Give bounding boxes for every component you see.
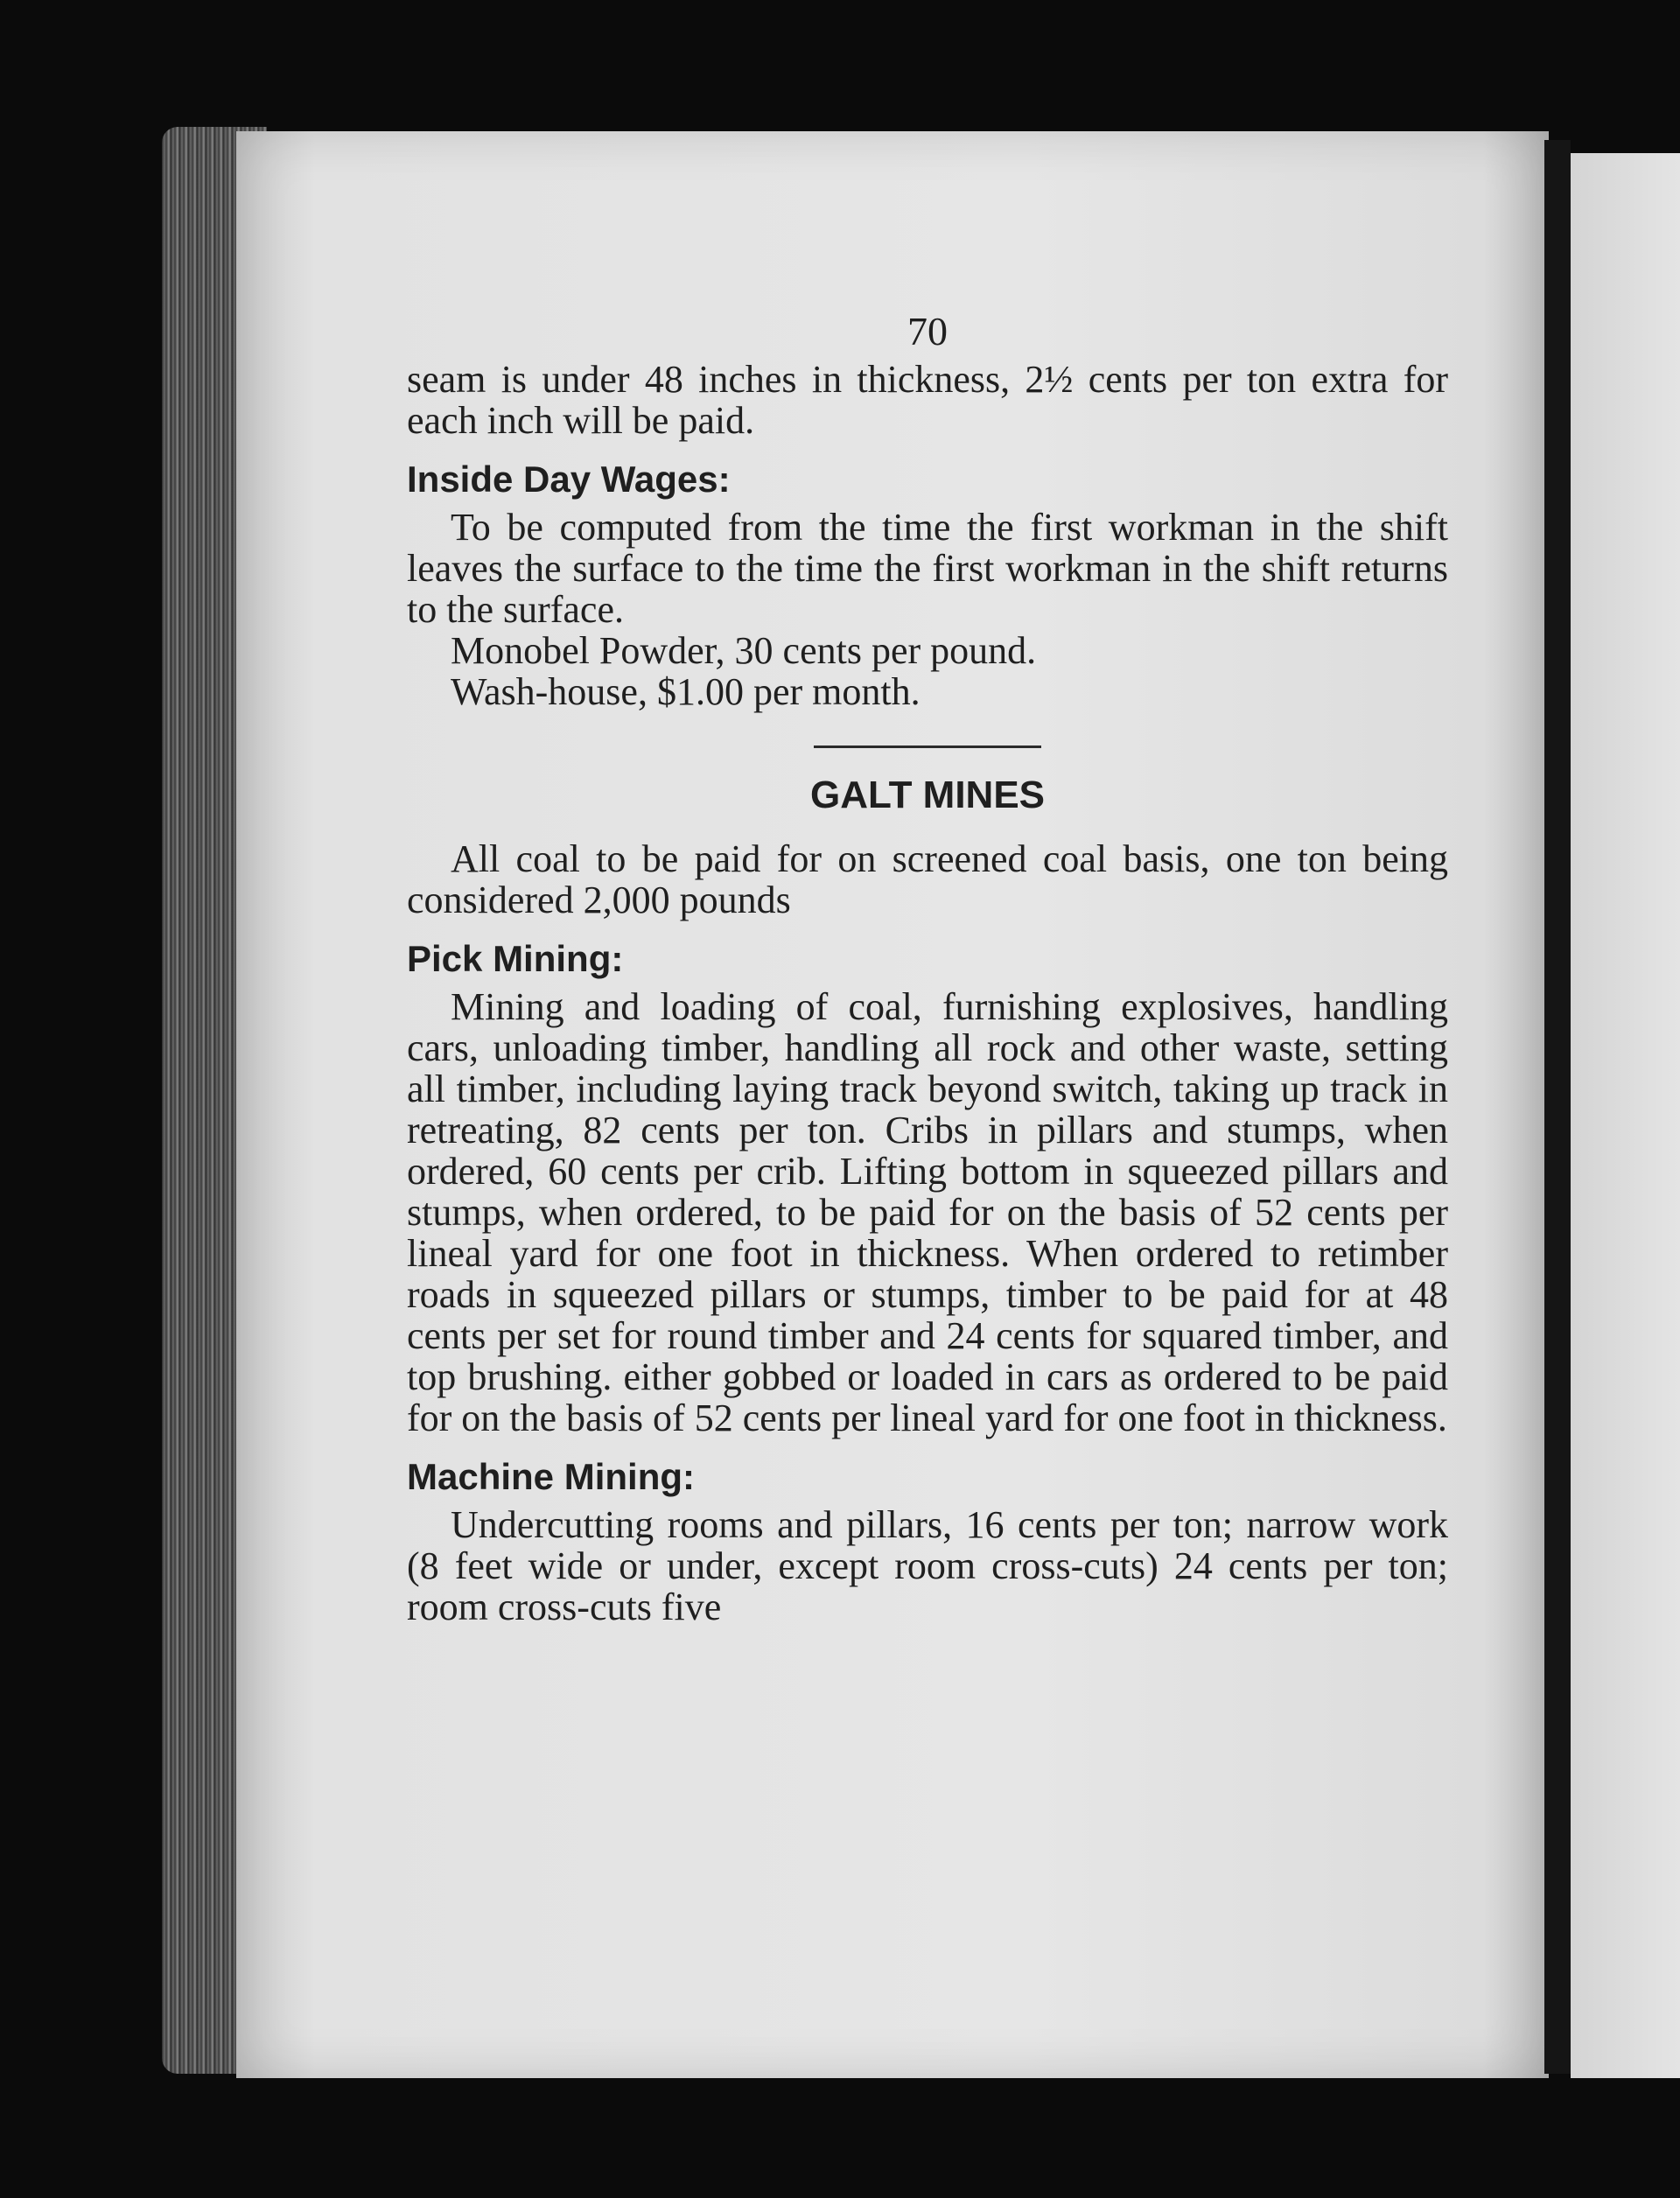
section-divider <box>814 746 1041 748</box>
machine-mining-text: Undercutting rooms and pillars, 16 cents per ton; narrow work (8 feet wide or under, except room cross-cuts) 24 cents per ton; room cross-cuts five <box>407 1503 1448 1628</box>
powder-line: Monobel Powder, 30 cents per pound. <box>451 629 1037 672</box>
pick-mining-text: Mining and loading of coal, furnishing explosives, handling cars, unloading timber, handling all rock and other waste, setting all timber, including laying track beyond switch, taking up track in retreating, 82 cents per ton. Cribs in pillars and stumps, when ordered, 60 cents per crib. Lifting bottom in squeezed pillars and stumps, when ordered, to be paid for on the basis of 52 cents per lineal yard for one foot in thickness. When ordered to retimber roads in squeezed pillars or stumps, timber to be paid for at 48 cents per set for round timber and 24 cents for squared timber, and top brushing. either gobbed or loaded in cars as ordered to be paid for on the basis of 52 cents per lineal yard for one foot in thickness. <box>407 985 1448 1439</box>
continuation-paragraph: seam is under 48 inches in thickness, 2½ cents per ton extra for each inch will be paid. <box>407 358 1448 442</box>
pick-mining-heading: Pick Mining: <box>407 938 624 979</box>
galt-mines-title: GALT MINES <box>809 774 1046 816</box>
book-gutter <box>1544 140 1571 2074</box>
inside-day-wages-heading: Inside Day Wages: <box>407 458 731 500</box>
machine-mining-heading: Machine Mining: <box>407 1456 695 1497</box>
page-text <box>407 311 1448 1628</box>
galt-mines-intro: All coal to be paid for on screened coal basis, one ton being considered 2,000 pounds <box>407 837 1448 921</box>
inside-day-wages-text: To be computed from the time the first workman in the shift leaves the surface to the time the first workman in the shift returns to the surface. <box>407 506 1448 631</box>
wash-house-line: Wash-house, $1.00 per month. <box>451 670 920 713</box>
page-number: 70 <box>907 309 948 354</box>
facing-page-edge <box>1571 153 1680 2078</box>
